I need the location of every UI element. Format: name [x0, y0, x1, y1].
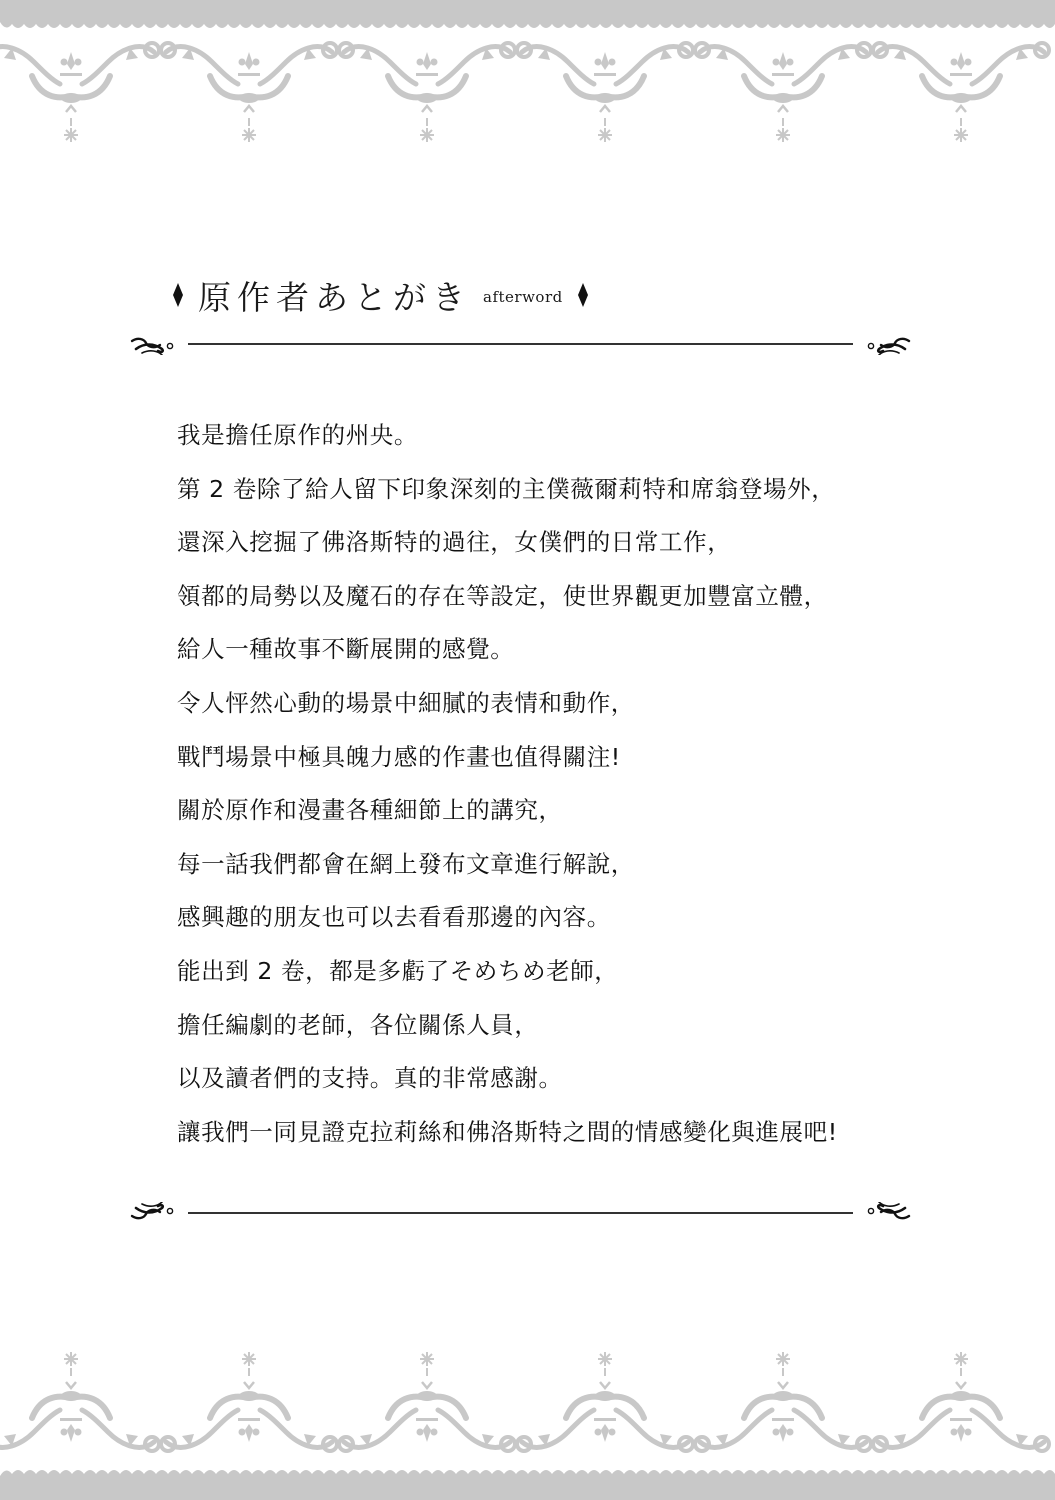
body-line: 戰鬥場景中極具魄力感的作畫也值得關注! [177, 742, 621, 771]
heading-title-english: afterword [483, 288, 563, 306]
body-line: 關於原作和漫畫各種細節上的講究， [177, 796, 563, 825]
body-line: 我是擔任原作的州央。 [177, 421, 418, 449]
divider-line [188, 1212, 853, 1214]
body-line: 給人一種故事不斷展開的感覺。 [177, 635, 515, 664]
afterword-body [177, 418, 937, 1168]
body-line: 令人怦然心動的場景中細膩的表情和動作， [177, 688, 635, 717]
body-line: 以及讀者們的支持。真的非常感謝。 [177, 1064, 563, 1093]
afterword-heading [172, 270, 589, 320]
body-line: 讓我們一同見證克拉莉絲和佛洛斯特之間的情感變化與進展吧! [177, 1117, 838, 1146]
bottom-divider [128, 1200, 913, 1226]
body-line: 還深入挖掘了佛洛斯特的過往，女僕們的日常工作， [177, 528, 732, 557]
divider-line [188, 343, 853, 345]
body-line: 感興趣的朋友也可以去看看那邊的內容。 [177, 903, 611, 932]
bottom-lace-border [0, 1340, 1055, 1500]
lace-border-ornament-icon [0, 1340, 1055, 1500]
flourish-icon [128, 1202, 176, 1224]
body-line: 第 2 卷除了給人留下印象深刻的主僕薇爾莉特和席翁登場外， [177, 474, 836, 503]
flourish-icon [865, 1202, 913, 1224]
body-line: 能出到 2 卷，都是多虧了そめちめ老師， [177, 956, 619, 985]
flourish-icon [128, 333, 176, 355]
diamond-icon [577, 283, 589, 307]
flourish-icon [865, 333, 913, 355]
body-line: 擔任編劇的老師，各位關係人員， [177, 1010, 539, 1039]
diamond-icon [172, 283, 184, 307]
top-lace-border [0, 0, 1055, 150]
lace-border-ornament-icon [0, 0, 1055, 150]
body-line: 每一話我們都會在網上發布文章進行解說， [177, 849, 635, 878]
heading-title-japanese: 原作者あとがき [198, 277, 471, 317]
body-line: 領都的局勢以及魔石的存在等設定，使世界觀更加豐富立體， [177, 581, 828, 610]
top-divider [128, 331, 913, 357]
